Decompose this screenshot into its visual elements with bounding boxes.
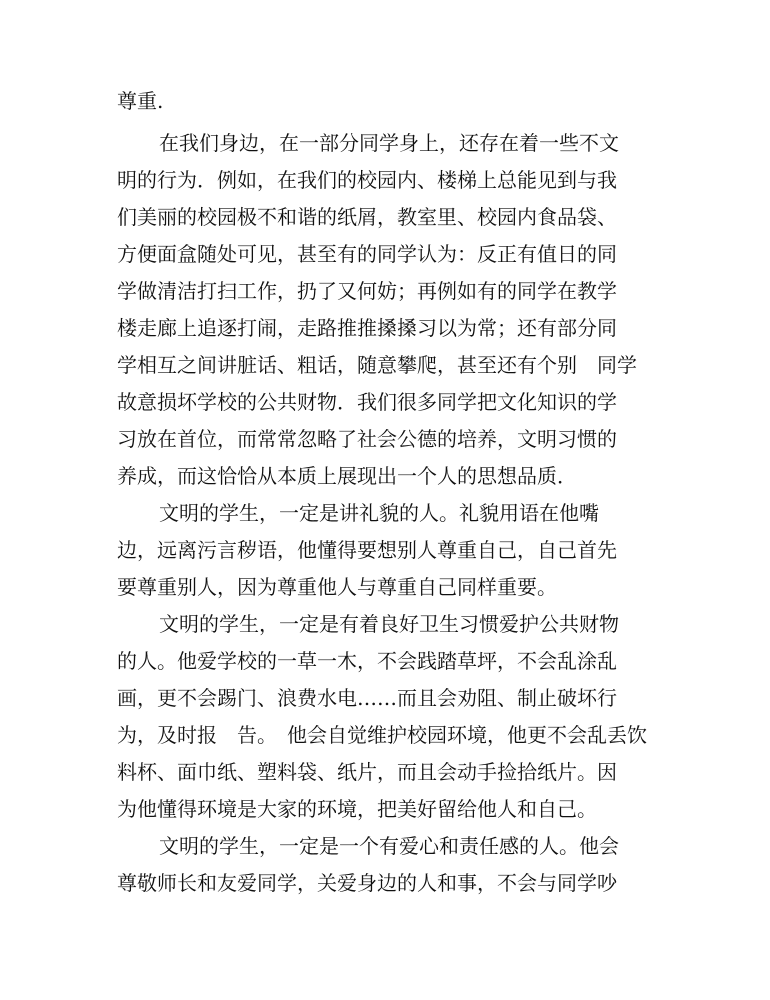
text-line: 的人。他爱学校的一草一木，不会践踏草坪，不会乱涂乱 [117,649,617,673]
text-line: 文明的学生，一定是讲礼貌的人。礼貌用语在他嘴 [159,501,599,525]
text-line: 学相互之间讲脏话、粗话，随意攀爬，甚至还有个别 同学 [117,353,637,377]
text-line: 要尊重别人，因为尊重他人与尊重自己同样重要。 [117,575,557,599]
text-line: 在我们身边，在一部分同学身上，还存在着一些不文 [159,131,619,155]
text-line: 们美丽的校园极不和谐的纸屑，教室里、校园内食品袋、 [117,205,617,229]
text-line: 故意损坏学校的公共财物．我们很多同学把文化知识的学 [117,390,617,414]
text-line: 养成，而这恰恰从本质上展现出一个人的思想品质． [117,464,577,488]
text-line: 文明的学生，一定是有着良好卫生习惯爱护公共财物 [159,612,619,636]
text-line: 尊重. [117,89,164,113]
text-line: 画，更不会踢门、浪费水电……而且会劝阻、制止破坏行 [117,686,617,710]
text-line: 为，及时报 告。 他会自觉维护校园环境，他更不会乱丢饮 [117,723,647,747]
text-line: 文明的学生，一定是一个有爱心和责任感的人。他会 [159,834,619,858]
text-line: 尊敬师长和友爱同学，关爱身边的人和事，不会与同学吵 [117,871,617,895]
text-line: 料杯、面巾纸、塑料袋、纸片，而且会动手捡拾纸片。因 [117,760,617,784]
text-line: 学做清洁打扫工作，扔了又何妨；再例如有的同学在教学 [117,279,617,303]
text-line: 方便面盒随处可见，甚至有的同学认为：反正有值日的同 [117,242,617,266]
text-line: 为他懂得环境是大家的环境，把美好留给他人和自己。 [117,797,597,821]
text-line: 习放在首位，而常常忽略了社会公德的培养，文明习惯的 [117,427,617,451]
text-line: 边，远离污言秽语，他懂得要想别人尊重自己，自己首先 [117,538,617,562]
text-line: 明的行为．例如，在我们的校园内、楼梯上总能见到与我 [117,168,617,192]
text-line: 楼走廊上追逐打闹，走路推推搡搡习以为常；还有部分同 [117,316,617,340]
